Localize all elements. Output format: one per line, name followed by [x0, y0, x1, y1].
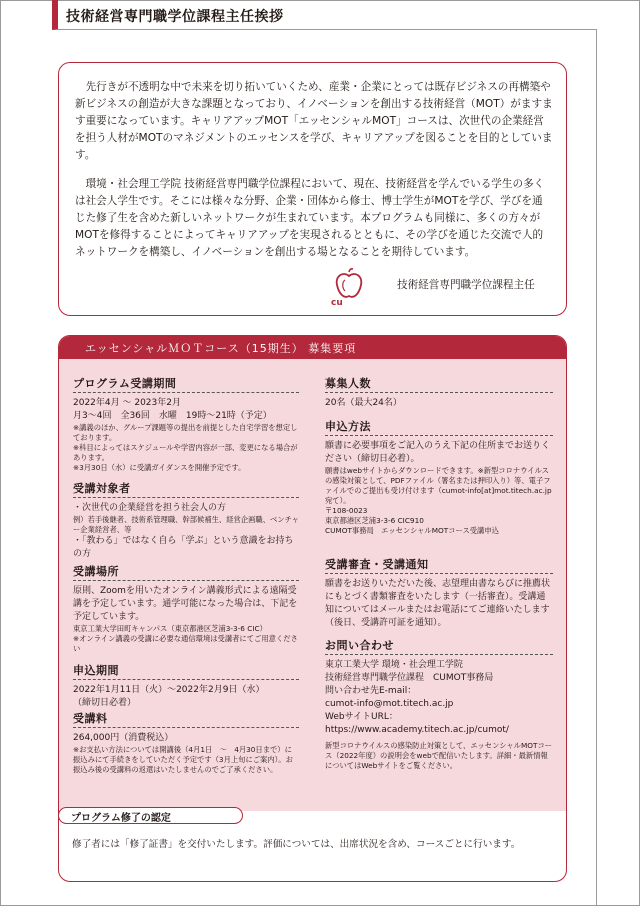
fee-note: ※お支払い方法については開講後（4月1日 〜 4月30日まで）に振込みにて手続きをしていただく予定です（3月上旬にご案内）。お振込み後の受講料の返還はいたしませんのでご了承ください。: [73, 745, 293, 774]
page-header: [52, 0, 597, 30]
target-note: 例）若手後継者、技術系管理職、幹部候補生、経営企画職、ベンチャー企業経営者、等: [73, 515, 299, 534]
fee-heading: 受講料: [73, 710, 299, 728]
period-dates: 2022年4月 〜 2023年2月: [73, 398, 181, 408]
section-apply-period: [73, 662, 299, 710]
review-heading: 受講審査・受講通知: [325, 556, 553, 574]
venue-text: 原則、Zoomを用いたオンライン講義形式による遠隔受講を予定しています。通学可能になった場合は、下記を予定しています。: [73, 586, 298, 622]
period-note: ※講義のほか、グループ課題等の提出を前提とした自宅学習を想定しております。: [73, 423, 298, 442]
certificate-heading: プログラム修了の認定: [71, 813, 171, 824]
signature: 技術経営専門職学位課程主任: [397, 279, 535, 291]
capacity-heading: 募集人数: [325, 375, 553, 393]
period-schedule: 月3〜4回 全36回 水曜 19時〜21時（予定）: [73, 411, 272, 421]
logo-text: cu: [331, 298, 343, 306]
method-heading: 申込方法: [325, 418, 553, 436]
method-postal: 〒108-0023: [325, 506, 368, 515]
section-fee: [73, 710, 299, 775]
section-period: [73, 375, 299, 473]
method-office: CUMOT事務局 エッセンシャルMOTコース受講申込: [325, 526, 499, 535]
apply-period-dates: 2022年1月11日（火）〜2022年2月9日（水）: [73, 685, 265, 695]
period-note: ※3月30日（水）に受講ガイダンスを開催予定です。: [73, 463, 246, 472]
section-contact: [325, 637, 553, 771]
section-method: [325, 418, 553, 536]
certificate-heading-tab: [58, 807, 243, 824]
contact-email-link[interactable]: cumot-info@mot.titech.ac.jp: [325, 699, 454, 709]
period-note: ※科目によってはスケジュールや学習内容が一部、変更になる場合があります。: [73, 443, 298, 462]
section-review: [325, 556, 553, 630]
contact-org: 東京工業大学 環境・社会理工学院: [325, 660, 463, 670]
method-address: 東京都港区芝浦3-3-6 CIC910: [325, 516, 424, 525]
contact-url-link[interactable]: https://www.academy.titech.ac.jp/cumot/: [325, 725, 509, 735]
contact-dept: 技術経営専門職学位課程 CUMOT事務局: [325, 673, 494, 683]
section-target: [73, 480, 299, 561]
venue-campus: 東京工業大学田町キャンパス（東京都港区芝浦3-3-6 CIC）: [73, 624, 267, 633]
review-text: 願書をお送りいただいた後、志望理由書ならびに推薦状にもとづく書類審査をいたします（一括審査）。受講通知についてはメールまたはお電話にてご連絡いたします（後日、受講許可証を通知）。: [325, 579, 551, 628]
capacity-text: 20名（最大24名）: [325, 398, 402, 408]
contact-email-label: 問い合わせ先E-mail：: [325, 686, 417, 696]
method-text: 願書に必要事項をご記入のうえ下記の住所までお送りください（締切日必着）。: [325, 441, 551, 464]
apply-period-heading: 申込期間: [73, 662, 299, 680]
target-item: ・「教わる」ではなく自ら「学ぶ」という意識をお持ちの方: [73, 536, 294, 559]
greeting-paragraph-1: 先行きが不透明な中で未来を切り拓いていくため、産業・企業にとっては既存ビジネスの再構築や新ビジネスの創造が大きな課題となっており、イノベーションを創出する技術経営（MOT）がますます重要になっています。キャリアアップMOT「エッセンシャルMOT」コースは、次世代の企業経営を担う人材がMOTのマネジメントのエッセンスを学び、キャリアアップを図ることを目的としています。: [75, 81, 553, 161]
venue-heading: 受講場所: [73, 563, 299, 581]
page-divider: [596, 30, 597, 906]
greeting-box: [58, 62, 567, 316]
recruitment-details: [59, 359, 567, 811]
recruitment-box: [58, 335, 567, 882]
contact-note: 新型コロナウイルスの感染防止対策として、エッセンシャルMOTコース（2022年度）の説明会をwebで配信いたします。詳細・最新情報についてはWebサイトをご覧ください。: [325, 741, 553, 770]
university-logo-icon: [331, 268, 367, 306]
apply-period-note: （締切日必着）: [73, 698, 137, 708]
fee-amount: 264,000円（消費税込）: [73, 733, 174, 743]
target-heading: 受講対象者: [73, 480, 299, 498]
target-item: ・次世代の企業経営を担う社会人の方: [73, 503, 227, 513]
section-capacity: [325, 375, 553, 410]
recruitment-title: エッセンシャルＭＯＴコース（15期生） 募集要項: [85, 342, 357, 355]
method-note: 願書はwebサイトからダウンロードできます。※新型コロナウイルスの感染対策として、PDFファイル（署名または押印入り）等、電子ファイルでのご提出も受け付けます（cumot-info[at]mot.titech.ac.jp宛て）。: [325, 466, 552, 505]
page-title: 技術経営専門職学位課程主任挨拶: [66, 9, 284, 25]
certificate-text: 修了者には「修了証書」を交付いたします。評価については、出席状況を含め、コースごとに行います。: [72, 839, 521, 850]
contact-web-label: WebサイトURL：: [325, 712, 398, 722]
venue-note: ※オンライン講義の受講に必要な通信環境は受講者にてご用意ください: [73, 634, 298, 653]
recruitment-title-band: [59, 336, 567, 359]
period-heading: プログラム受講期間: [73, 375, 299, 393]
greeting-paragraph-2: 環境・社会理工学院 技術経営専門職学位課程において、現在、技術経営を学んでいる学生の多くは社会人学生です。そこには様々な分野、企業・団体から修士、博士学生がMOTを学び、学びを通じた修了生を含めた新しいネットワークが生まれています。本プログラムも同様に、多くの方々がMOTを修得することによってキャリアアップを実現されるとともに、その学びを通じた交流で人的ネットワークを構築し、イノベーションを創出する場となることを期待しています。: [75, 178, 545, 258]
contact-heading: お問い合わせ: [325, 637, 553, 655]
section-venue: [73, 563, 299, 654]
